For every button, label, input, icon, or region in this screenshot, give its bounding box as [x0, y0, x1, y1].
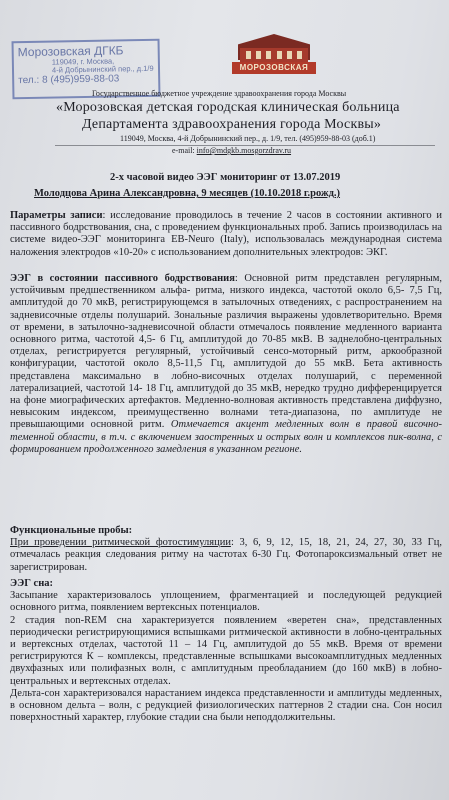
- sleep-text-1: Засыпание характеризовалось уплощением, фрагментацией и последующей редукцией основного ритма, появлением вертексных потенциалов.: [10, 590, 442, 614]
- email-label: e-mail:: [172, 146, 195, 155]
- passive-label: ЭЭГ в состоянии пассивного бодрствования: [10, 273, 235, 284]
- stamp-line-1: 119049, г. Москва,: [51, 56, 115, 67]
- sleep-text-2: 2 стадия non-REM сна характеризуется появлением «веретен сна», представленных периодически регистрирующимися вспышками ритмической активности в лобно-центральных и вертексных отделах, частотой 11 – 14 Гц, амплитудой до 55 мкВ. Время от времени регистрируются К – комплексы, представленные вспышками высокоамплитудных медленных двухфазных или полифазных волн, с амплитудным преобладанием (до 160 мкВ) в лобно-центральных и вертексных отделах.: [10, 614, 442, 687]
- passive-note: Отмечается акцент медленных волн в правой височно-теменной области, в т.ч. с включением заостренных и острых волн и комплексов пик-волна, с формированием продолженного замедления в указанном регионе.: [10, 419, 443, 455]
- passive-paragraph: [10, 273, 442, 456]
- report-title: 2-х часовой видео ЭЭГ мониторинг от 13.07.2019: [110, 172, 341, 183]
- logo-window: [246, 51, 251, 59]
- photostim-text: : 3, 6, 9, 12, 15, 18, 21, 24, 27, 30, 33 Гц, отмечалась реакция следования ритму на частотах 6-30 Гц. Фотопароксизмальный ответ не зарегистрирован.: [10, 537, 442, 573]
- logo-window: [256, 51, 261, 59]
- hospital-name: «Морозовская детская городская клиническая больница: [56, 100, 400, 115]
- email-link[interactable]: info@mdgkb.mosgorzdrav.ru: [196, 146, 292, 155]
- sleep-eeg-section: [10, 578, 442, 724]
- logo-window: [277, 51, 282, 59]
- department-name: Департамента здравоохранения города Москвы»: [82, 117, 382, 132]
- logo-text: МОРОЗОВСКАЯ: [232, 62, 316, 74]
- logo-window: [266, 51, 271, 59]
- email-line: [172, 146, 291, 155]
- stamp-line-2: 4-й Добрынинский пер., д.1/9: [51, 63, 154, 75]
- sleep-text-3: Дельта-сон характеризовался нарастанием индекса представленности и амплитуды медленных, в основном дельта – волн, с редукцией физиологических паттернов 2 стадии сна. Сон носил поверхностный характер, глубокие стадии сна были неподдолжительны.: [10, 687, 442, 724]
- patient-line: Молодцова Арина Александровна, 9 месяцев (10.10.2018 г.рожд.): [34, 188, 341, 199]
- org-small-line: Государственное бюджетное учреждение здравоохранения города Москвы: [92, 89, 347, 98]
- functional-tests: [10, 525, 442, 574]
- params-text: : исследование проводилось в течение 2 часов в состоянии активного и пассивного бодрствования, сна, с проведением функциональных проб. Запись производилась на системе видео-ЭЭГ мониторинга EB-Neuro (Italy), использовалась международная система наложения электродов «10-20» с использованием дополнительных электродов: ЭКГ.: [10, 210, 442, 258]
- stamp-name: Морозовская ДГКБ: [17, 43, 124, 60]
- address-line: 119049, Москва, 4-й Добрынинский пер., д. 1/9, тел. (495)959-88-03 (доб.1): [120, 134, 376, 143]
- sleep-label: ЭЭГ сна:: [10, 578, 54, 589]
- passive-text: : Основной ритм представлен регулярным, устойчивым предшественником альфа- ритма, низкого индекса, частотой около 6,5- 7,5 Гц, амплитудой до 70 мкВ, регистрирующемся в затылочных отведениях, с распространением на задневисочные отделы полушарий. Зональные различия выражены удовлетворительно. Время от времени, в затылочно-задневисочной области отмечалось появление медленного варианта основного ритма, частотой 4,5- 6 Гц, амплитудой до 70-85 мкВ. В заднелобно-центральных отделах, регистрируется регулярный, устойчивый сенсо-моторный ритм, аркообразной конфигурации, частотой около 8,5-11,5 Гц, амплитудой до 55 мкВ. Бета активность представлена максимально в лобно-височных отделах полушарий, с переменной латерализацией, частотой 14- 18 Гц, амплитудой до 35 мкВ, нередко трудно дифференцируется на фоне миографических артефактов. Медленно-волновая активность представлена диффузно, невысоким индексом, преимущественно волнами тета-диапазона, по амплитуде не превышающими основной ритм.: [10, 273, 442, 431]
- logo-window: [297, 51, 302, 59]
- hospital-logo: [232, 32, 316, 78]
- params-label: Параметры записи: [10, 210, 103, 221]
- stamp-line-3: тел.: 8 (495)959-88-03: [18, 73, 120, 87]
- func-label: Функциональные пробы:: [10, 525, 133, 536]
- params-paragraph: [10, 210, 442, 259]
- logo-window: [287, 51, 292, 59]
- photostim-label: При проведении ритмической фотостимуляции: [10, 537, 231, 549]
